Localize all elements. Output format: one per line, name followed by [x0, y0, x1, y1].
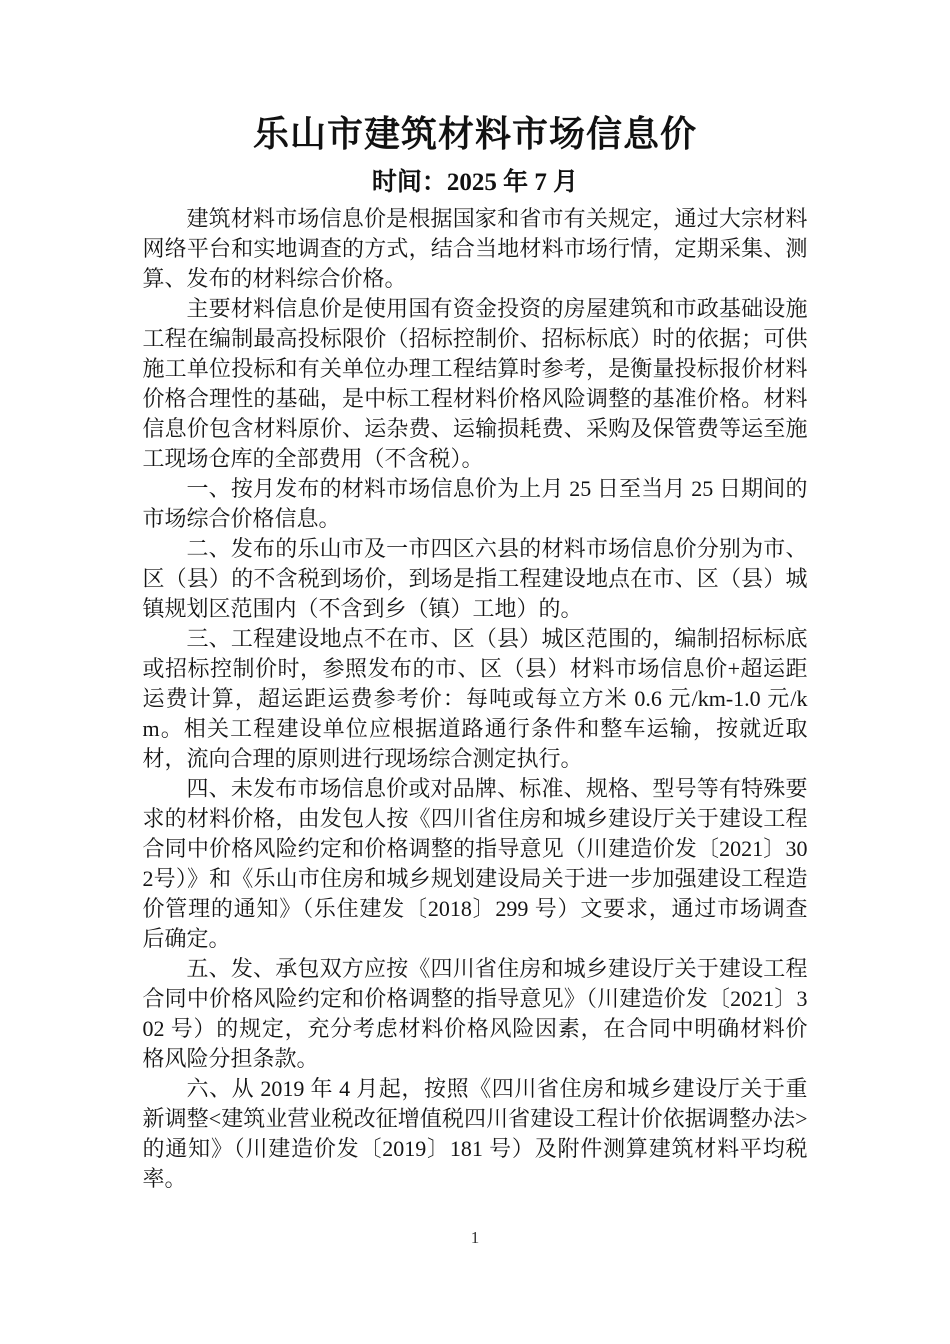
paragraph-item-3: 三、工程建设地点不在市、区（县）城区范围的，编制招标标底或招标控制价时，参照发布的市、区（县）材料市场信息价+超运距运费计算，超运距运费参考价：每吨或每立方米 0.6 元/km-1.0 元/km。相关工程建设单位应根据道路通行条件和整车运输，按就近取材，流向合理的原则进行现场综合测定执行。	[142, 626, 808, 771]
document-body	[143, 204, 808, 1194]
paragraph-item-5: 五、发、承包双方应按《四川省住房和城乡建设厅关于建设工程合同中价格风险约定和价格调整的指导意见》（川建造价发〔2021〕302 号）的规定，充分考虑材料价格风险因素，在合同中明确材料价格风险分担条款。	[142, 956, 808, 1071]
paragraph-item-4: 四、未发布市场信息价或对品牌、标准、规格、型号等有特殊要求的材料价格，由发包人按《四川省住房和城乡建设厅关于建设工程合同中价格风险约定和价格调整的指导意见（川建造价发〔2021〕302号）》和《乐山市住房和城乡规划建设局关于进一步加强建设工程造价管理的通知》（乐住建发〔2018〕299 号）文要求，通过市场调查后确定。	[142, 776, 808, 951]
page-subtitle: 时间：2025 年 7 月	[371, 169, 579, 196]
paragraph-item-1: 一、按月发布的材料市场信息价为上月 25 日至当月 25 日期间的市场综合价格信息。	[142, 476, 808, 531]
page-title: 乐山市建筑材料市场信息价	[252, 114, 697, 154]
paragraph-intro: 建筑材料市场信息价是根据国家和省市有关规定，通过大宗材料网络平台和实地调查的方式，结合当地材料市场行情，定期采集、测算、发布的材料综合价格。	[142, 206, 808, 291]
paragraph-main-price-definition: 主要材料信息价是使用国有资金投资的房屋建筑和市政基础设施工程在编制最高投标限价（招标控制价、招标标底）时的依据；可供施工单位投标和有关单位办理工程结算时参考，是衡量投标报价材料价格合理性的基础，是中标工程材料价格风险调整的基准价格。材料信息价包含材料原价、运杂费、运输损耗费、采购及保管费等运至施工现场仓库的全部费用（不含税）。	[142, 296, 808, 471]
paragraph-item-2: 二、发布的乐山市及一市四区六县的材料市场信息价分别为市、区（县）的不含税到场价，到场是指工程建设地点在市、区（县）城镇规划区范围内（不含到乡（镇）工地）的。	[142, 536, 808, 621]
paragraph-item-6: 六、从 2019 年 4 月起，按照《四川省住房和城乡建设厅关于重新调整<建筑业营业税改征增值税四川省建设工程计价依据调整办法>的通知》（川建造价发〔2019〕181 号）及附件测算建筑材料平均税率。	[142, 1076, 808, 1191]
page-number: 1	[470, 1228, 480, 1247]
